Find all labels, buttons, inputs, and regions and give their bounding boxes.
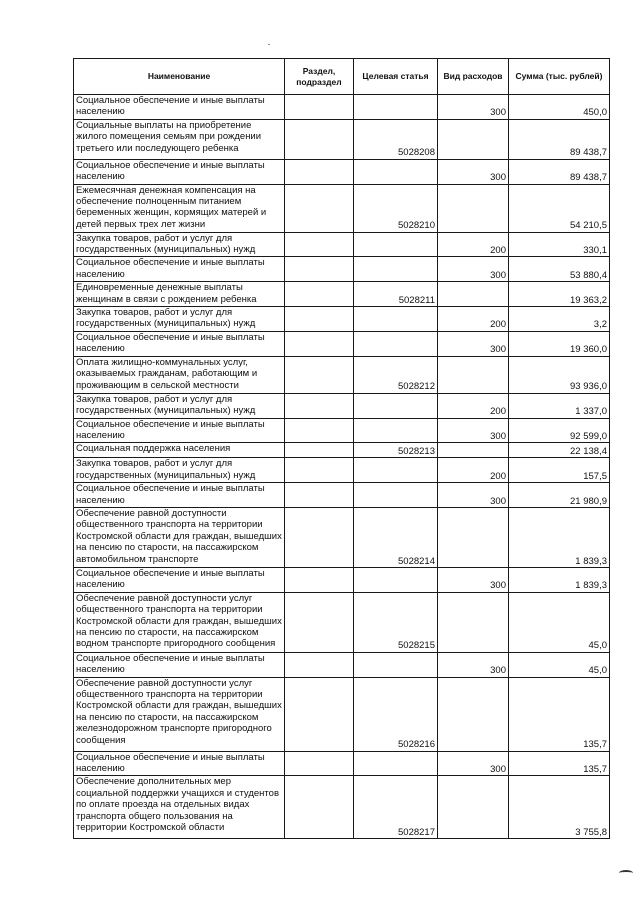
header-type: Вид расходов	[438, 59, 509, 95]
cell-name: Обеспечение равной доступности услуг общественного транспорта на территории Костромской области для граждан, вышедших на пенсию по старости, на пассажирском водном транспорте пригородного сообщения	[74, 592, 285, 652]
table-row	[74, 95, 610, 120]
cell-section	[285, 483, 354, 508]
cell-section	[285, 232, 354, 257]
cell-name: Социальное обеспечение и иные выплаты населению	[74, 159, 285, 184]
cell-sum: 89 438,7	[509, 119, 610, 159]
cell-sum: 3,2	[509, 307, 610, 332]
cell-type	[438, 592, 509, 652]
cell-type: 300	[438, 95, 509, 120]
table-row	[74, 458, 610, 483]
cell-section	[285, 776, 354, 839]
cell-type: 200	[438, 307, 509, 332]
cell-name: Обеспечение равной доступности услуг общественного транспорта на территории Костромской области для граждан, вышедших на пенсию по старости, на пассажирском железнодорожном транспорте пригородного сообщения	[74, 677, 285, 751]
table-row	[74, 507, 610, 567]
page-number-fragment	[619, 870, 633, 876]
cell-type	[438, 282, 509, 307]
table-row	[74, 257, 610, 282]
cell-name: Обеспечение дополнительных мер социальной поддержки учащихся и студентов по оплате проезда на отдельных видах транспорта общего пользования на территории Костромской области	[74, 776, 285, 839]
cell-target	[354, 483, 438, 508]
cell-section	[285, 307, 354, 332]
cell-sum: 54 210,5	[509, 184, 610, 232]
table-row	[74, 443, 610, 458]
cell-type: 300	[438, 418, 509, 443]
cell-sum: 92 599,0	[509, 418, 610, 443]
cell-section	[285, 159, 354, 184]
cell-target: 5028217	[354, 776, 438, 839]
cell-name: Социальные выплаты на приобретение жилого помещения семьям при рождении третьего или последующего ребенка	[74, 119, 285, 159]
table-row	[74, 652, 610, 677]
cell-sum: 19 360,0	[509, 331, 610, 356]
table-row	[74, 232, 610, 257]
cell-type	[438, 119, 509, 159]
cell-type: 300	[438, 483, 509, 508]
cell-target	[354, 458, 438, 483]
cell-sum: 1 839,3	[509, 507, 610, 567]
cell-sum: 45,0	[509, 592, 610, 652]
cell-section	[285, 677, 354, 751]
cell-sum: 93 936,0	[509, 356, 610, 393]
table-row	[74, 677, 610, 751]
cell-sum: 135,7	[509, 751, 610, 776]
header-target: Целевая статья	[354, 59, 438, 95]
cell-type	[438, 356, 509, 393]
cell-target: 5028213	[354, 443, 438, 458]
cell-type: 200	[438, 393, 509, 418]
cell-type: 300	[438, 751, 509, 776]
cell-section	[285, 507, 354, 567]
cell-target	[354, 567, 438, 592]
cell-section	[285, 592, 354, 652]
cell-type: 300	[438, 567, 509, 592]
cell-section	[285, 652, 354, 677]
cell-target	[354, 307, 438, 332]
table-row	[74, 418, 610, 443]
cell-section	[285, 356, 354, 393]
cell-target: 5028215	[354, 592, 438, 652]
cell-name: Единовременные денежные выплаты женщинам в связи с рождением ребенка	[74, 282, 285, 307]
cell-name: Оплата жилищно-коммунальных услуг, оказываемых гражданам, работающим и проживающим в сельской местности	[74, 356, 285, 393]
cell-type: 300	[438, 331, 509, 356]
cell-type: 200	[438, 458, 509, 483]
cell-target: 5028216	[354, 677, 438, 751]
cell-sum: 22 138,4	[509, 443, 610, 458]
cell-target: 5028208	[354, 119, 438, 159]
table-row	[74, 159, 610, 184]
cell-type: 200	[438, 232, 509, 257]
cell-name: Социальное обеспечение и иные выплаты населению	[74, 418, 285, 443]
table-row	[74, 567, 610, 592]
table-row	[74, 307, 610, 332]
table-row	[74, 331, 610, 356]
cell-type	[438, 507, 509, 567]
cell-name: Социальное обеспечение и иные выплаты населению	[74, 751, 285, 776]
cell-section	[285, 119, 354, 159]
cell-type: 300	[438, 159, 509, 184]
cell-target	[354, 95, 438, 120]
cell-name: Закупка товаров, работ и услуг для государственных (муниципальных) нужд	[74, 393, 285, 418]
scan-artifact-dot	[268, 44, 270, 45]
cell-target: 5028210	[354, 184, 438, 232]
header-sum: Сумма (тыс. рублей)	[509, 59, 610, 95]
cell-section	[285, 184, 354, 232]
cell-name: Социальное обеспечение и иные выплаты населению	[74, 652, 285, 677]
cell-sum: 53 880,4	[509, 257, 610, 282]
cell-sum: 157,5	[509, 458, 610, 483]
cell-name: Социальное обеспечение и иные выплаты населению	[74, 483, 285, 508]
cell-name: Закупка товаров, работ и услуг для государственных (муниципальных) нужд	[74, 307, 285, 332]
cell-sum: 19 363,2	[509, 282, 610, 307]
table-row	[74, 119, 610, 159]
cell-section	[285, 393, 354, 418]
cell-section	[285, 418, 354, 443]
cell-sum: 21 980,9	[509, 483, 610, 508]
cell-section	[285, 282, 354, 307]
cell-name: Закупка товаров, работ и услуг для государственных (муниципальных) нужд	[74, 232, 285, 257]
cell-name: Ежемесячная денежная компенсация на обеспечение полноценным питанием беременных женщин, кормящих матерей и детей первых трех лет жизни	[74, 184, 285, 232]
table-row	[74, 282, 610, 307]
cell-target	[354, 418, 438, 443]
table-row	[74, 592, 610, 652]
cell-target	[354, 751, 438, 776]
cell-target	[354, 393, 438, 418]
cell-target	[354, 331, 438, 356]
cell-section	[285, 331, 354, 356]
table-row	[74, 483, 610, 508]
cell-sum: 45,0	[509, 652, 610, 677]
cell-sum: 3 755,8	[509, 776, 610, 839]
cell-target	[354, 652, 438, 677]
table-row	[74, 356, 610, 393]
cell-sum: 1 839,3	[509, 567, 610, 592]
cell-section	[285, 257, 354, 282]
cell-section	[285, 458, 354, 483]
cell-name: Социальная поддержка населения	[74, 443, 285, 458]
cell-type	[438, 443, 509, 458]
cell-section	[285, 567, 354, 592]
cell-sum: 1 337,0	[509, 393, 610, 418]
cell-section	[285, 95, 354, 120]
table-row	[74, 751, 610, 776]
cell-section	[285, 751, 354, 776]
cell-type: 300	[438, 257, 509, 282]
cell-target	[354, 159, 438, 184]
cell-target	[354, 257, 438, 282]
cell-sum: 135,7	[509, 677, 610, 751]
cell-section	[285, 443, 354, 458]
cell-target: 5028214	[354, 507, 438, 567]
cell-type: 300	[438, 652, 509, 677]
cell-target: 5028211	[354, 282, 438, 307]
cell-name: Социальное обеспечение и иные выплаты населению	[74, 257, 285, 282]
cell-target	[354, 232, 438, 257]
header-name: Наименование	[74, 59, 285, 95]
budget-table	[73, 58, 610, 839]
cell-sum: 89 438,7	[509, 159, 610, 184]
cell-type	[438, 677, 509, 751]
table-row	[74, 393, 610, 418]
table-header-row	[74, 59, 610, 95]
cell-name: Закупка товаров, работ и услуг для государственных (муниципальных) нужд	[74, 458, 285, 483]
table-row	[74, 184, 610, 232]
cell-name: Обеспечение равной доступности общественного транспорта на территории Костромской области для граждан, вышедших на пенсию по старости, на пассажирском автомобильном транспорте	[74, 507, 285, 567]
cell-name: Социальное обеспечение и иные выплаты населению	[74, 567, 285, 592]
cell-sum: 450,0	[509, 95, 610, 120]
cell-name: Социальное обеспечение и иные выплаты населению	[74, 331, 285, 356]
header-section: Раздел, подраздел	[285, 59, 354, 95]
cell-type	[438, 776, 509, 839]
cell-sum: 330,1	[509, 232, 610, 257]
cell-type	[438, 184, 509, 232]
table-row	[74, 776, 610, 839]
cell-target: 5028212	[354, 356, 438, 393]
cell-name: Социальное обеспечение и иные выплаты населению	[74, 95, 285, 120]
